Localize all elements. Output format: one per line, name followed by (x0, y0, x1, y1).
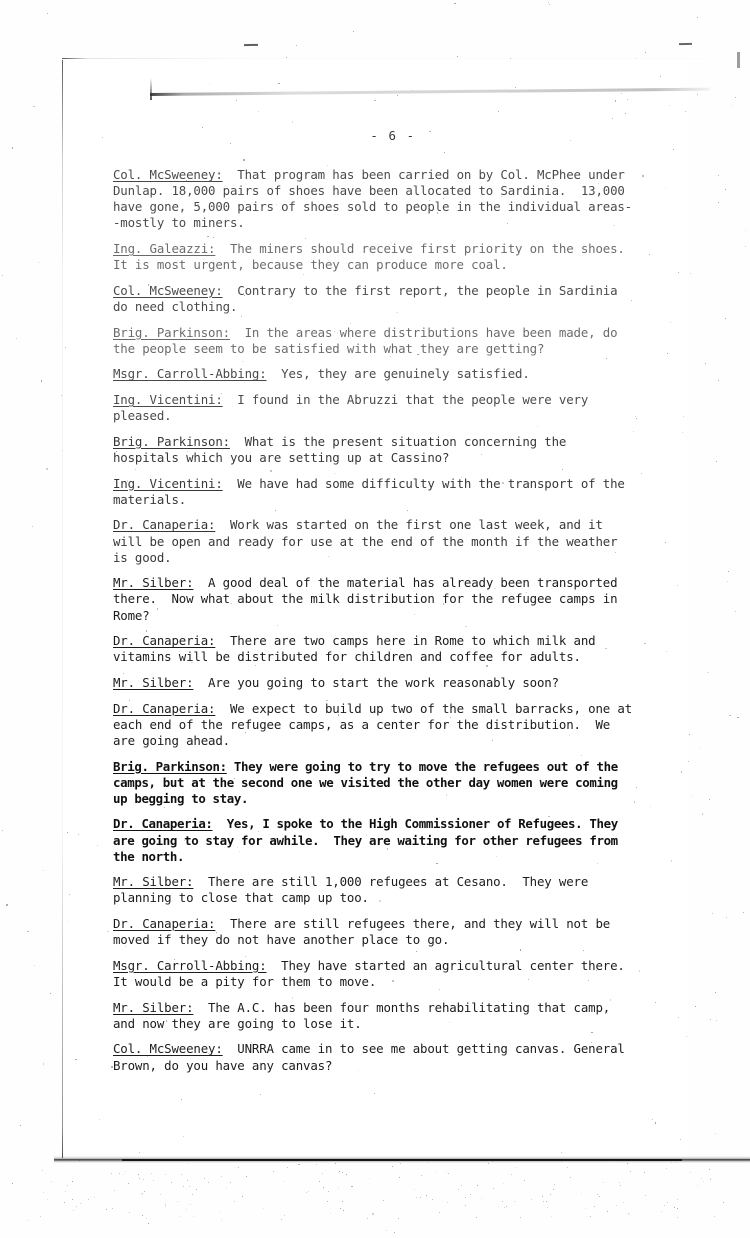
scan-dust-speck (465, 1197, 466, 1198)
scan-dust-speck (712, 913, 713, 914)
speaker-utterance: They have started an agricultural center there. It would be a pity for them to move. (113, 957, 640, 989)
scan-dust-speck (697, 1185, 698, 1186)
transcript-entry (113, 366, 633, 382)
scan-dust-speck (553, 1189, 554, 1190)
scan-dust-speck (645, 52, 646, 53)
scan-dust-speck (142, 1215, 143, 1216)
scan-dust-speck (702, 813, 703, 815)
scan-dust-speck (502, 1201, 503, 1202)
scan-dust-speck (398, 1218, 399, 1219)
scan-dust-speck (745, 230, 746, 231)
transcript-entry (113, 325, 633, 357)
speaker-utterance: Work was started on the first one last week, and it will be open and ready for use at the end of the month if the weather is good. (113, 517, 625, 565)
speaker-utterance: What is the present situation concerning the hospitals which you are setting up at Cassino? (113, 433, 574, 465)
scan-dust-speck (707, 672, 709, 673)
scan-dust-speck (710, 1178, 711, 1179)
speaker-utterance: We expect to build up two of the small barracks, one at each end of the refugee camps, as a center for the distribution. We are going ahead. (113, 700, 640, 748)
speaker-utterance: UNRRA came in to see me about getting canvas. General Brown, do you have any canvas? (113, 1041, 633, 1073)
speaker-utterance: Yes, I spoke to the High Commissioner of Refugees. They are going to stay for awhile. They are waiting for other refugees from the north. (113, 816, 625, 864)
scan-dust-speck (281, 1219, 282, 1220)
scan-dust-speck (570, 1177, 571, 1178)
transcript-entry (113, 916, 633, 948)
scan-dust-speck (27, 931, 29, 932)
transcript-body (113, 128, 640, 1083)
scan-dust-speck (732, 105, 733, 106)
scan-dust-speck (644, 1172, 645, 1173)
scan-dust-speck (599, 1196, 600, 1197)
scan-dust-speck (603, 1182, 604, 1183)
scan-mark-top-right (679, 43, 692, 45)
scan-dust-speck (414, 1189, 415, 1190)
scan-dust-speck (511, 1174, 512, 1175)
scan-dust-speck (547, 1207, 548, 1208)
scan-dust-speck (342, 1201, 343, 1202)
scan-dust-speck (128, 1183, 129, 1184)
scan-dust-speck (470, 1194, 471, 1195)
scan-dust-speck (42, 1170, 43, 1171)
scan-dust-speck (546, 1201, 547, 1202)
speaker-name: Col. McSweeney: (113, 167, 223, 183)
scan-dust-speck (338, 1187, 339, 1188)
speaker-utterance: The A.C. has been four months rehabilitating that camp, and now they are going to lose it. (113, 999, 618, 1031)
scan-dust-speck (146, 1218, 147, 1219)
scan-dust-speck (716, 461, 717, 462)
transcript-entry (113, 700, 640, 749)
scan-dust-speck (688, 761, 689, 762)
speaker-utterance: Yes, they are genuinely satisfied. (266, 366, 530, 382)
scan-dust-speck (263, 1208, 264, 1209)
scan-dust-speck (351, 1186, 353, 1187)
scan-dust-speck (661, 1211, 662, 1212)
scan-dust-speck (94, 1197, 95, 1198)
speaker-name: Mr. Silber: (113, 999, 194, 1015)
speaker-name: Brig. Parkinson: (113, 433, 230, 449)
scan-dust-speck (165, 1206, 166, 1207)
scan-dust-speck (726, 917, 727, 918)
scan-dust-speck (504, 1207, 505, 1208)
scan-dust-speck (447, 1202, 448, 1203)
scan-dust-speck (476, 1217, 477, 1218)
scan-dust-speck (76, 1206, 77, 1207)
speaker-utterance: There are still refugees there, and they will not be moved if they do not have another place to go. (113, 916, 618, 948)
scan-dust-speck (179, 1216, 180, 1217)
scan-dust-speck (690, 1172, 691, 1173)
speaker-utterance: That program has been carried on by Col. McPhee under Dunlap. 18,000 pairs of shoes have been allocated to Sardinia. 13,000 have gone, 5,000 pairs of shoes sold to people in the individual areas--mostly to miners. (113, 167, 633, 231)
scan-dust-speck (181, 1174, 182, 1175)
page-edge-bottom-line (122, 1159, 682, 1161)
speaker-name: Ing. Vicentini: (113, 392, 223, 408)
scan-dust-speck (323, 1187, 324, 1188)
transcript-entry-list (113, 167, 640, 1074)
speaker-name: Mr. Silber: (113, 674, 194, 690)
transcript-entry (113, 1000, 633, 1032)
scan-dust-speck (645, 1195, 646, 1196)
scan-dust-speck (230, 1182, 231, 1183)
scan-dust-speck (619, 1182, 620, 1183)
transcript-entry (113, 517, 633, 565)
scan-dust-speck (32, 526, 33, 527)
scan-dust-speck (715, 1133, 716, 1134)
scan-dust-speck (399, 1177, 400, 1178)
scan-dust-speck (322, 1173, 323, 1174)
scan-dust-speck (458, 1189, 459, 1190)
speaker-name: Brig. Parkinson: (113, 758, 227, 774)
scan-dust-speck (144, 1191, 145, 1192)
scan-dust-speck (737, 717, 739, 718)
scan-dust-speck (125, 1171, 126, 1172)
scan-dust-speck (667, 1202, 668, 1203)
scan-dust-speck (151, 1173, 152, 1174)
scan-dust-speck (67, 1185, 68, 1186)
scan-dust-speck (549, 4, 550, 5)
scan-dust-speck (226, 1188, 227, 1189)
scan-dust-speck (47, 1199, 48, 1200)
scan-dust-speck (367, 1218, 368, 1219)
scan-dust-speck (346, 1174, 347, 1175)
speaker-name: Dr. Canaperia: (113, 517, 216, 533)
transcript-entry (113, 575, 633, 623)
scan-dust-speck (112, 1208, 113, 1209)
scan-dust-speck (119, 1173, 120, 1174)
speaker-utterance: There are still 1,000 refugees at Cesano. They were planning to close that camp up too. (113, 874, 596, 906)
scan-dust-speck (114, 1190, 115, 1191)
scan-dust-speck (454, 3, 456, 4)
transcript-entry (113, 759, 633, 807)
scan-dust-speck (28, 1220, 29, 1221)
transcript-entry (113, 874, 633, 906)
scan-mark-top-left (244, 44, 258, 46)
scan-dust-speck (457, 56, 458, 57)
scan-dust-speck (33, 106, 35, 107)
scan-dust-speck (16, 338, 17, 339)
scan-dust-speck (246, 1176, 247, 1177)
transcript-entry (113, 633, 633, 665)
scan-dust-speck (6, 904, 8, 906)
scan-dust-speck (139, 1178, 140, 1179)
scan-dust-speck (743, 912, 744, 913)
scan-dust-speck (581, 1193, 582, 1194)
scan-dust-speck (129, 1212, 130, 1213)
scan-dust-speck (514, 1201, 515, 1202)
scan-dust-speck (666, 1168, 667, 1169)
scan-dust-speck (221, 1219, 222, 1220)
scan-dust-speck (369, 1178, 370, 1179)
scan-dust-speck (160, 1194, 161, 1195)
speaker-utterance: The miners should receive first priority on the shoes. It is most urgent, because they can produce more coal. (113, 241, 633, 273)
scan-dust-speck (183, 1186, 184, 1187)
scan-dust-speck (386, 1230, 387, 1231)
speaker-name: Dr. Canaperia: (113, 700, 216, 716)
scan-dust-speck (148, 1223, 149, 1224)
scan-dust-speck (710, 1179, 711, 1180)
scan-dust-speck (718, 202, 719, 203)
scan-dust-speck (189, 1186, 190, 1187)
scan-dust-speck (421, 1175, 422, 1176)
speaker-name: Ing. Vicentini: (113, 475, 223, 491)
scan-dust-speck (524, 1180, 525, 1181)
scan-dust-speck (208, 1182, 209, 1183)
scan-dust-speck (2, 275, 3, 276)
scan-dust-speck (192, 1194, 193, 1195)
scan-dust-speck (629, 1214, 630, 1215)
scan-dust-speck (12, 147, 13, 149)
transcript-entry (113, 675, 633, 691)
scan-dust-speck (420, 1197, 421, 1198)
scan-dust-speck (372, 1213, 374, 1215)
scan-dust-speck (481, 1198, 482, 1199)
speaker-name: Ing. Galeazzi: (113, 241, 216, 257)
scan-dust-speck (234, 1201, 235, 1202)
scan-dust-speck (664, 1205, 665, 1206)
scan-dust-speck (677, 1208, 678, 1209)
scan-dust-speck (432, 1199, 433, 1200)
scan-dust-speck (204, 1178, 205, 1179)
scan-dust-speck (725, 318, 726, 319)
scan-dust-speck (296, 45, 297, 46)
scan-dust-speck (697, 94, 698, 95)
speaker-utterance: Are you going to start the work reasonably soon? (193, 674, 559, 690)
scan-dust-speck (51, 1181, 52, 1182)
scan-dust-speck (705, 363, 706, 364)
scan-dust-speck (143, 1179, 144, 1180)
transcript-entry (113, 816, 633, 864)
scan-dust-speck (729, 715, 731, 716)
scan-dust-speck (171, 1182, 172, 1183)
scan-dust-speck (735, 611, 736, 612)
scan-dust-speck (221, 1176, 222, 1177)
scan-dust-speck (177, 1201, 178, 1202)
scan-dust-speck (138, 1174, 139, 1175)
scan-dust-speck (594, 1206, 595, 1207)
scan-dust-speck (531, 1199, 532, 1200)
scan-dust-speck (695, 1006, 696, 1007)
scan-dust-speck (339, 1171, 340, 1172)
transcript-entry (113, 1041, 633, 1073)
scan-dust-speck (153, 1180, 154, 1181)
scan-dust-speck (503, 1183, 504, 1184)
scan-dust-speck (715, 992, 716, 993)
scan-dust-speck (554, 1184, 555, 1185)
scan-dust-speck (38, 262, 39, 263)
scan-dust-speck (703, 1181, 704, 1182)
scan-dust-speck (727, 581, 728, 582)
speaker-utterance: We have had some difficulty with the transport of the materials. (113, 475, 633, 507)
scan-dust-speck (306, 1192, 307, 1193)
scan-dust-speck (340, 1208, 341, 1209)
scan-dust-speck (20, 1125, 21, 1126)
scan-dust-speck (328, 1191, 329, 1192)
scan-dust-speck (716, 1020, 717, 1021)
scan-dust-speck (111, 1173, 112, 1174)
scan-dust-speck (718, 380, 719, 381)
scan-dust-speck (543, 1201, 544, 1202)
speaker-name: Brig. Parkinson: (113, 324, 230, 340)
scan-dust-speck (343, 1210, 344, 1211)
scan-dust-speck (273, 1171, 274, 1172)
scan-dust-speck (327, 1201, 328, 1202)
scan-dust-speck (41, 380, 42, 382)
scan-dust-speck (465, 1205, 466, 1206)
speaker-name: Dr. Canaperia: (113, 916, 216, 932)
scan-dust-speck (446, 1172, 447, 1173)
speaker-name: Col. McSweeney: (113, 1041, 223, 1057)
scan-dust-speck (710, 1019, 711, 1020)
scan-dust-speck (725, 189, 726, 190)
scan-dust-speck (43, 1063, 44, 1065)
page-number: - 6 - (370, 128, 416, 143)
transcript-entry (113, 957, 640, 990)
scan-dust-speck (165, 1204, 166, 1205)
scan-dust-speck (123, 1174, 124, 1175)
scan-dust-speck (620, 1185, 621, 1186)
scan-dust-speck (597, 1194, 598, 1195)
scan-dust-speck (165, 1174, 166, 1175)
scan-dust-speck (394, 1232, 395, 1233)
scan-dust-speck (551, 1216, 552, 1217)
transcript-entry (113, 392, 633, 424)
scan-dust-speck (190, 1204, 191, 1205)
scan-dust-speck (64, 1202, 65, 1203)
scan-dust-speck (735, 97, 736, 98)
transcript-entry (113, 283, 633, 315)
scan-dust-speck (319, 1181, 320, 1182)
scan-dust-speck (697, 17, 698, 18)
transcript-entry (113, 434, 633, 466)
scan-dust-speck (330, 1213, 331, 1214)
scan-dust-speck (448, 1173, 449, 1174)
scan-dust-speck (550, 1194, 551, 1195)
transcript-entry (113, 476, 633, 508)
scan-dust-speck (46, 468, 48, 470)
scan-dust-speck (73, 1210, 74, 1211)
scan-dust-speck (187, 1180, 188, 1181)
scan-dust-speck (141, 1193, 143, 1194)
speaker-utterance: There are two camps here in Rome to which milk and vitamins will be distributed for children and coffee for adults. (113, 633, 603, 665)
scan-dust-speck (690, 273, 691, 274)
scan-dust-speck (43, 1192, 44, 1193)
scan-dust-speck (2, 830, 3, 831)
page-edge-top (62, 58, 702, 59)
speaker-utterance: Contrary to the first report, the people in Sardinia do need clothing. (113, 282, 625, 314)
scan-dust-speck (709, 799, 710, 800)
scan-dust-speck (607, 1211, 608, 1212)
scan-dust-speck (65, 1191, 66, 1192)
speaker-name: Col. McSweeney: (113, 282, 223, 298)
scan-dust-speck (616, 1205, 617, 1206)
scan-dust-speck (193, 1216, 194, 1217)
scan-dust-speck (506, 1206, 507, 1207)
scan-dust-speck (439, 1212, 440, 1213)
scan-dust-speck (461, 1185, 462, 1186)
scan-dust-speck (628, 1213, 629, 1214)
scan-dust-speck (728, 571, 729, 572)
scan-dust-speck (714, 1216, 715, 1217)
speaker-utterance: They were going to try to move the refugees out of the camps, but at the second one we visited the other day women were coming up begging to stay. (113, 758, 625, 806)
scan-dust-speck (106, 1209, 107, 1210)
speaker-name: Dr. Canaperia: (113, 816, 213, 832)
speaker-utterance: In the areas where distributions have been made, do the people seem to be satisfied with what they are getting? (113, 324, 625, 356)
scan-dust-speck (88, 1199, 89, 1200)
scan-dust-speck (72, 1199, 73, 1200)
speaker-name: Mr. Silber: (113, 874, 194, 890)
scan-dust-speck (677, 1217, 678, 1218)
scan-dust-speck (701, 1178, 702, 1179)
speaker-name: Mr. Silber: (113, 575, 194, 591)
speaker-utterance: A good deal of the material has already been transported there. Now what about the milk distribution for the refugee camps in Rome? (113, 575, 625, 623)
scan-dust-speck (12, 1183, 13, 1184)
scan-dust-speck (677, 1199, 678, 1200)
scan-dust-speck (548, 2, 549, 3)
scan-dust-speck (196, 1189, 197, 1190)
scan-dust-speck (416, 1197, 417, 1198)
scan-dust-speck (623, 1202, 624, 1203)
scan-dust-speck (745, 246, 746, 247)
scan-dust-speck (186, 1209, 187, 1210)
scan-dust-speck (723, 1202, 724, 1203)
transcript-entry (113, 241, 633, 273)
scan-dust-speck (308, 1191, 309, 1192)
scan-dust-speck (72, 1181, 73, 1182)
scan-dust-speck (80, 1203, 81, 1204)
scan-dust-speck (674, 1207, 675, 1208)
scan-dust-speck (50, 993, 51, 994)
scan-dust-speck (47, 13, 48, 14)
scan-dust-speck (630, 1171, 631, 1172)
scan-dust-speck (585, 1208, 586, 1209)
scan-dust-speck (436, 1171, 437, 1172)
scan-dust-speck (426, 1195, 427, 1196)
transcript-entry (113, 167, 633, 231)
scan-dust-speck (700, 748, 701, 749)
scan-dust-speck (498, 1206, 499, 1207)
speaker-name: Dr. Canaperia: (113, 633, 216, 649)
scan-dust-speck (142, 1194, 143, 1195)
scan-dust-speck (242, 1196, 243, 1197)
scan-dust-speck (284, 1181, 285, 1182)
page-edge-left (62, 60, 63, 1158)
scan-dust-speck (520, 1217, 521, 1218)
scan-dust-speck (43, 870, 44, 871)
scan-dust-speck (542, 1196, 543, 1197)
scan-dust-speck (691, 795, 692, 796)
scan-dust-speck (353, 31, 354, 32)
scan-dust-speck (220, 1211, 221, 1212)
scan-dust-speck (477, 1185, 478, 1186)
scan-dust-speck (689, 734, 690, 735)
scan-dust-speck (34, 965, 35, 966)
scan-dust-speck (383, 1200, 384, 1201)
scan-dust-speck (718, 175, 719, 176)
scan-dust-speck (40, 1216, 41, 1217)
scan-dust-speck (342, 1172, 343, 1173)
speaker-name: Msgr. Carroll-Abbing: (113, 957, 267, 973)
speaker-utterance: I found in the Abruzzi that the people were very pleased. (113, 392, 596, 424)
scan-dust-speck (493, 1188, 494, 1189)
scan-streak-tick-artifact (150, 78, 152, 100)
speaker-name: Msgr. Carroll-Abbing: (113, 366, 267, 382)
scan-dust-speck (284, 1215, 285, 1216)
scan-dust-speck (709, 1169, 710, 1170)
scan-dust-speck (590, 1216, 591, 1217)
scan-mark-right-edge (737, 52, 740, 68)
